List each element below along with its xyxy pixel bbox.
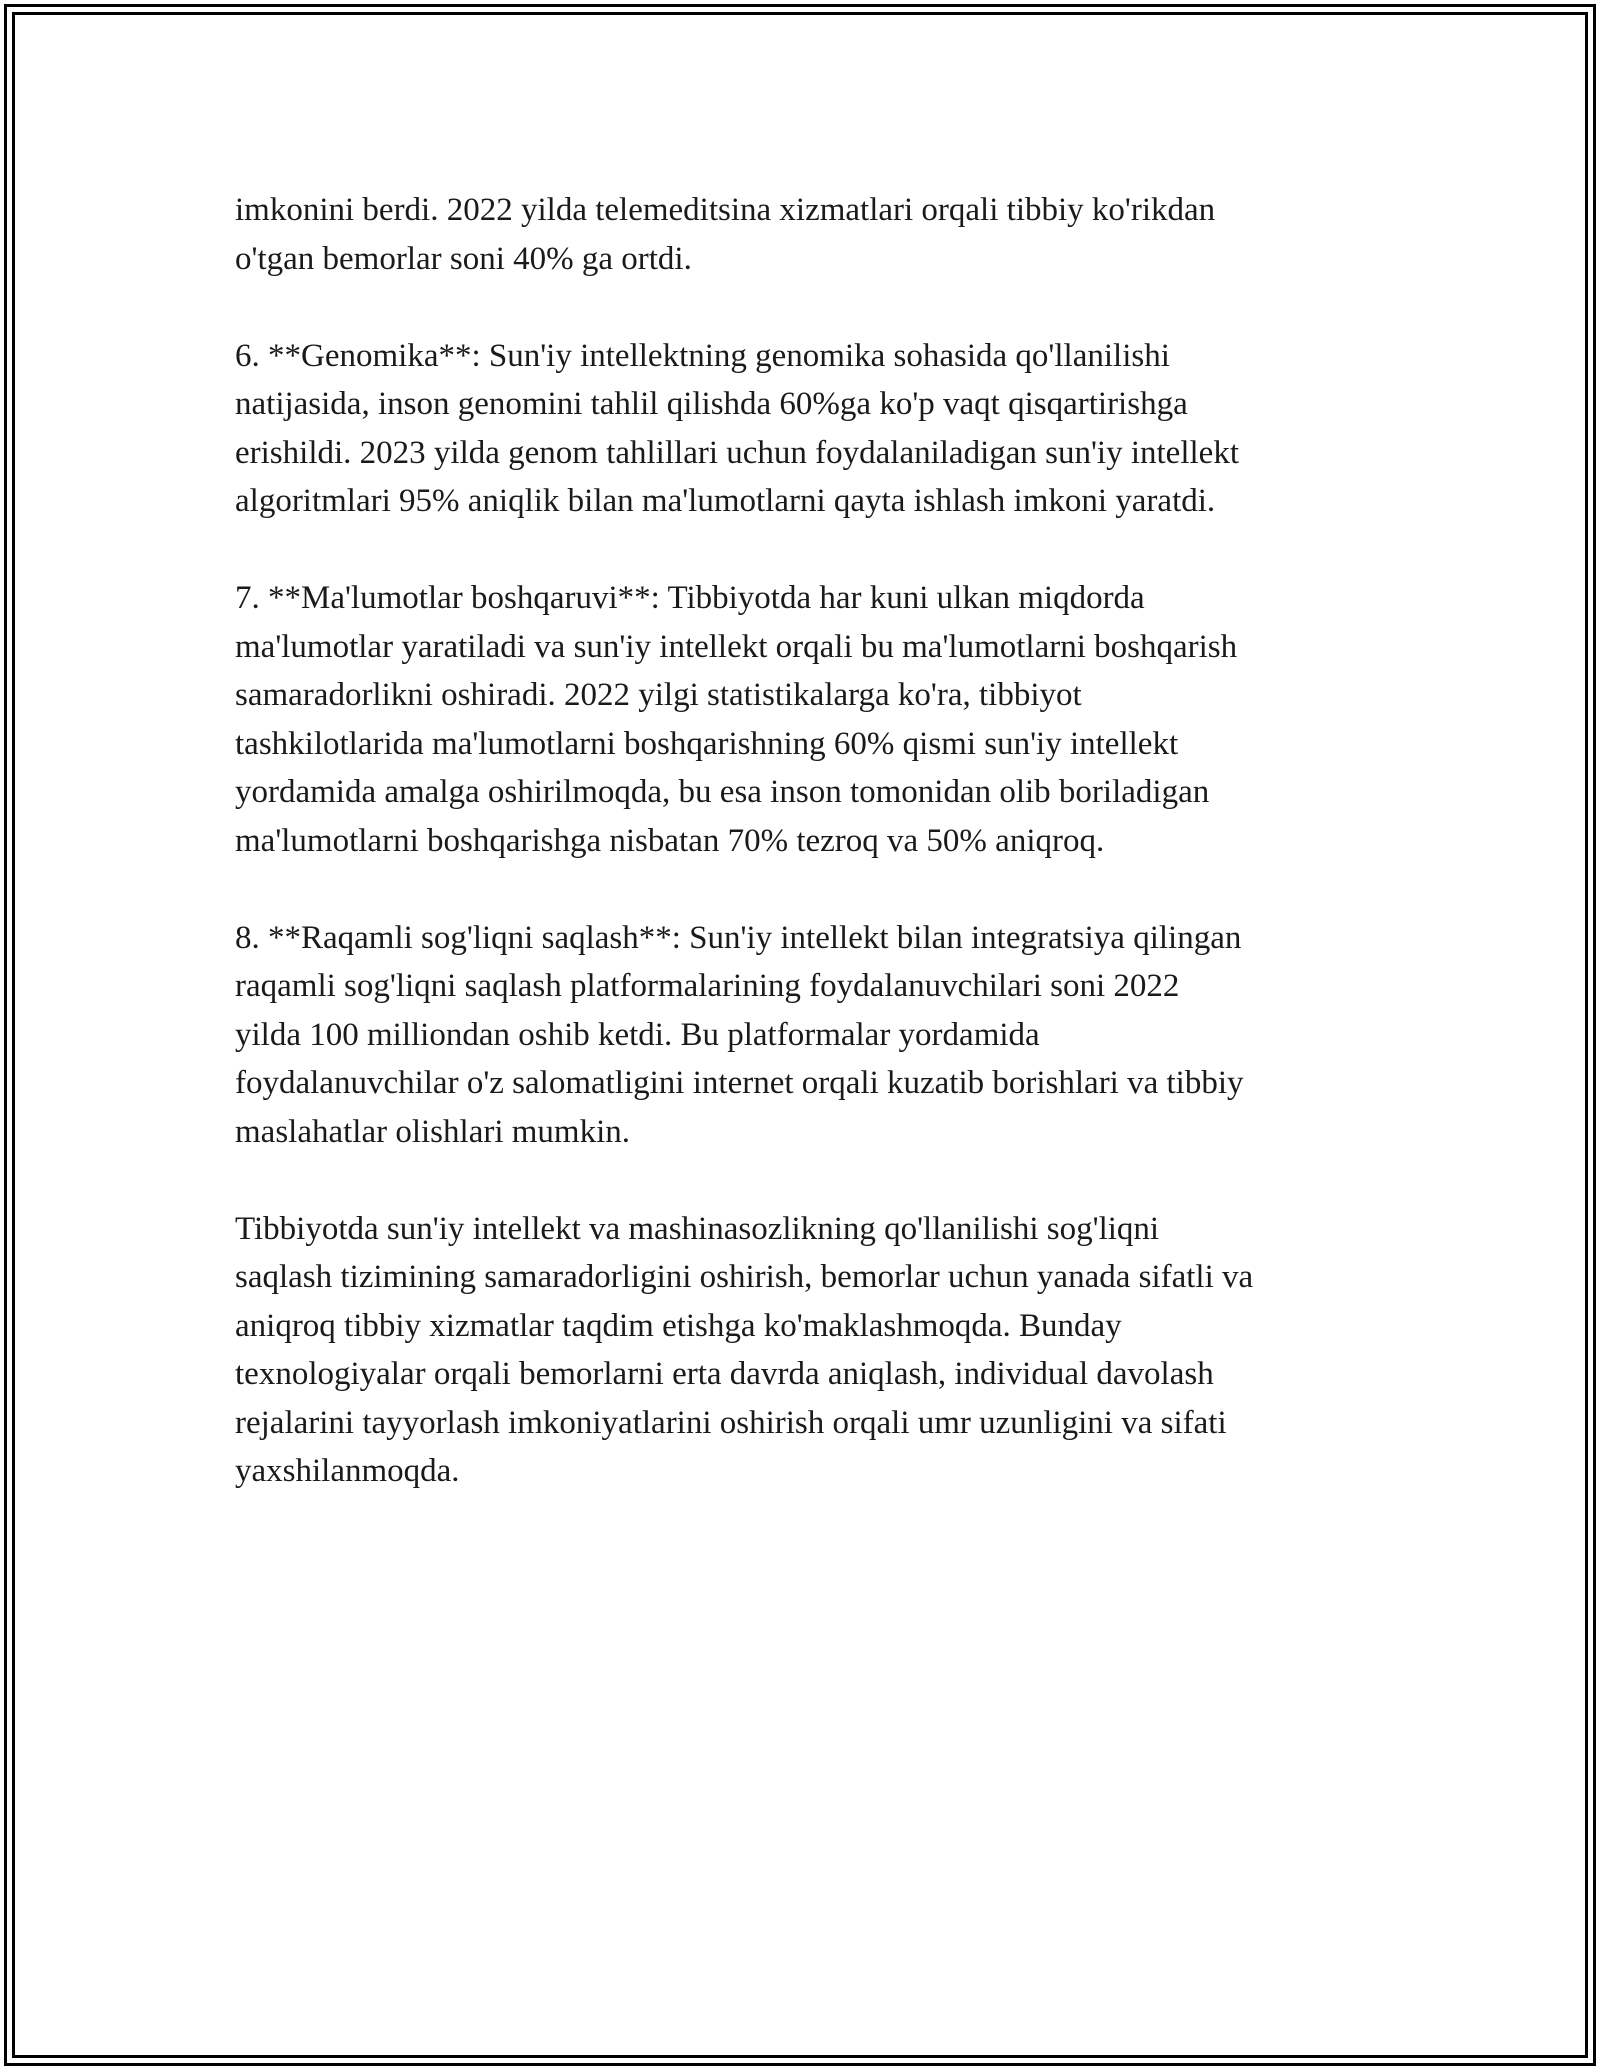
text-line: raqamli sog'liqni saqlash platformalarining foydalanuvchilari soni 2022 — [235, 968, 1180, 1004]
text-line: maslahatlar olishlari mumkin. — [235, 1113, 631, 1150]
text-line: samaradorlikni oshiradi. 2022 yilgi statistikalarga ko'ra, tibbiyot — [235, 677, 1082, 713]
paragraph-data-management — [235, 574, 1375, 865]
text-line: foydalanuvchilar o'z salomatligini internet orqali kuzatib borishlari va tibbiy — [235, 1065, 1244, 1101]
text-line: algoritmlari 95% aniqlik bilan ma'lumotlarni qayta ishlash imkoni yaratdi. — [235, 483, 1216, 519]
text-line: saqlash tizimining samaradorligini oshirish, bemorlar uchun yanada sifatli va — [235, 1259, 1254, 1295]
text-line: texnologiyalar orqali bemorlarni erta davrda aniqlash, individual davolash — [235, 1356, 1214, 1392]
text-line: o'tgan bemorlar soni 40% ga ortdi. — [235, 240, 692, 277]
text-line: tashkilotlarida ma'lumotlarni boshqarishning 60% qismi sun'iy intellekt — [235, 725, 1179, 762]
text-line: 8. **Raqamli sog'liqni saqlash**: Sun'iy intellekt bilan integratsiya qilingan — [235, 919, 1242, 956]
text-line: imkonini berdi. 2022 yilda telemeditsina xizmatlari orqali tibbiy ko'rikdan — [235, 192, 1216, 228]
paragraph-conclusion — [235, 1205, 1375, 1496]
text-line: natijasida, inson genomini tahlil qilishda 60%ga ko'p vaqt qisqartirishga — [235, 386, 1188, 422]
paragraph-genomics — [235, 332, 1375, 526]
paragraph-telemedicine-continuation — [235, 186, 1375, 283]
text-line: yilda 100 milliondan oshib ketdi. Bu platformalar yordamida — [235, 1016, 1040, 1053]
text-line: Tibbiyotda sun'iy intellekt va mashinasozlikning qo'llanilishi sog'liqni — [235, 1210, 1160, 1247]
text-line: rejalarini tayyorlash imkoniyatlarini oshirish orqali umr uzunligini va sifati — [235, 1404, 1227, 1441]
text-line: aniqroq tibbiy xizmatlar taqdim etishga ko'maklashmoqda. Bunday — [235, 1307, 1122, 1344]
document-body — [235, 186, 1375, 1544]
text-line: erishildi. 2023 yilda genom tahlillari uchun foydalaniladigan sun'iy intellekt — [235, 434, 1239, 471]
text-line: ma'lumotlar yaratiladi va sun'iy intellekt orqali bu ma'lumotlarni boshqarish — [235, 628, 1238, 665]
text-line: ma'lumotlarni boshqarishga nisbatan 70% tezroq va 50% aniqroq. — [235, 822, 1105, 859]
text-line: 6. **Genomika**: Sun'iy intellektning genomika sohasida qo'llanilishi — [235, 337, 1170, 374]
text-line: yordamida amalga oshirilmoqda, bu esa inson tomonidan olib boriladigan — [235, 774, 1210, 810]
paragraph-digital-health — [235, 914, 1375, 1157]
text-line: 7. **Ma'lumotlar boshqaruvi**: Tibbiyotda har kuni ulkan miqdorda — [235, 580, 1145, 616]
text-line: yaxshilanmoqda. — [235, 1453, 460, 1489]
